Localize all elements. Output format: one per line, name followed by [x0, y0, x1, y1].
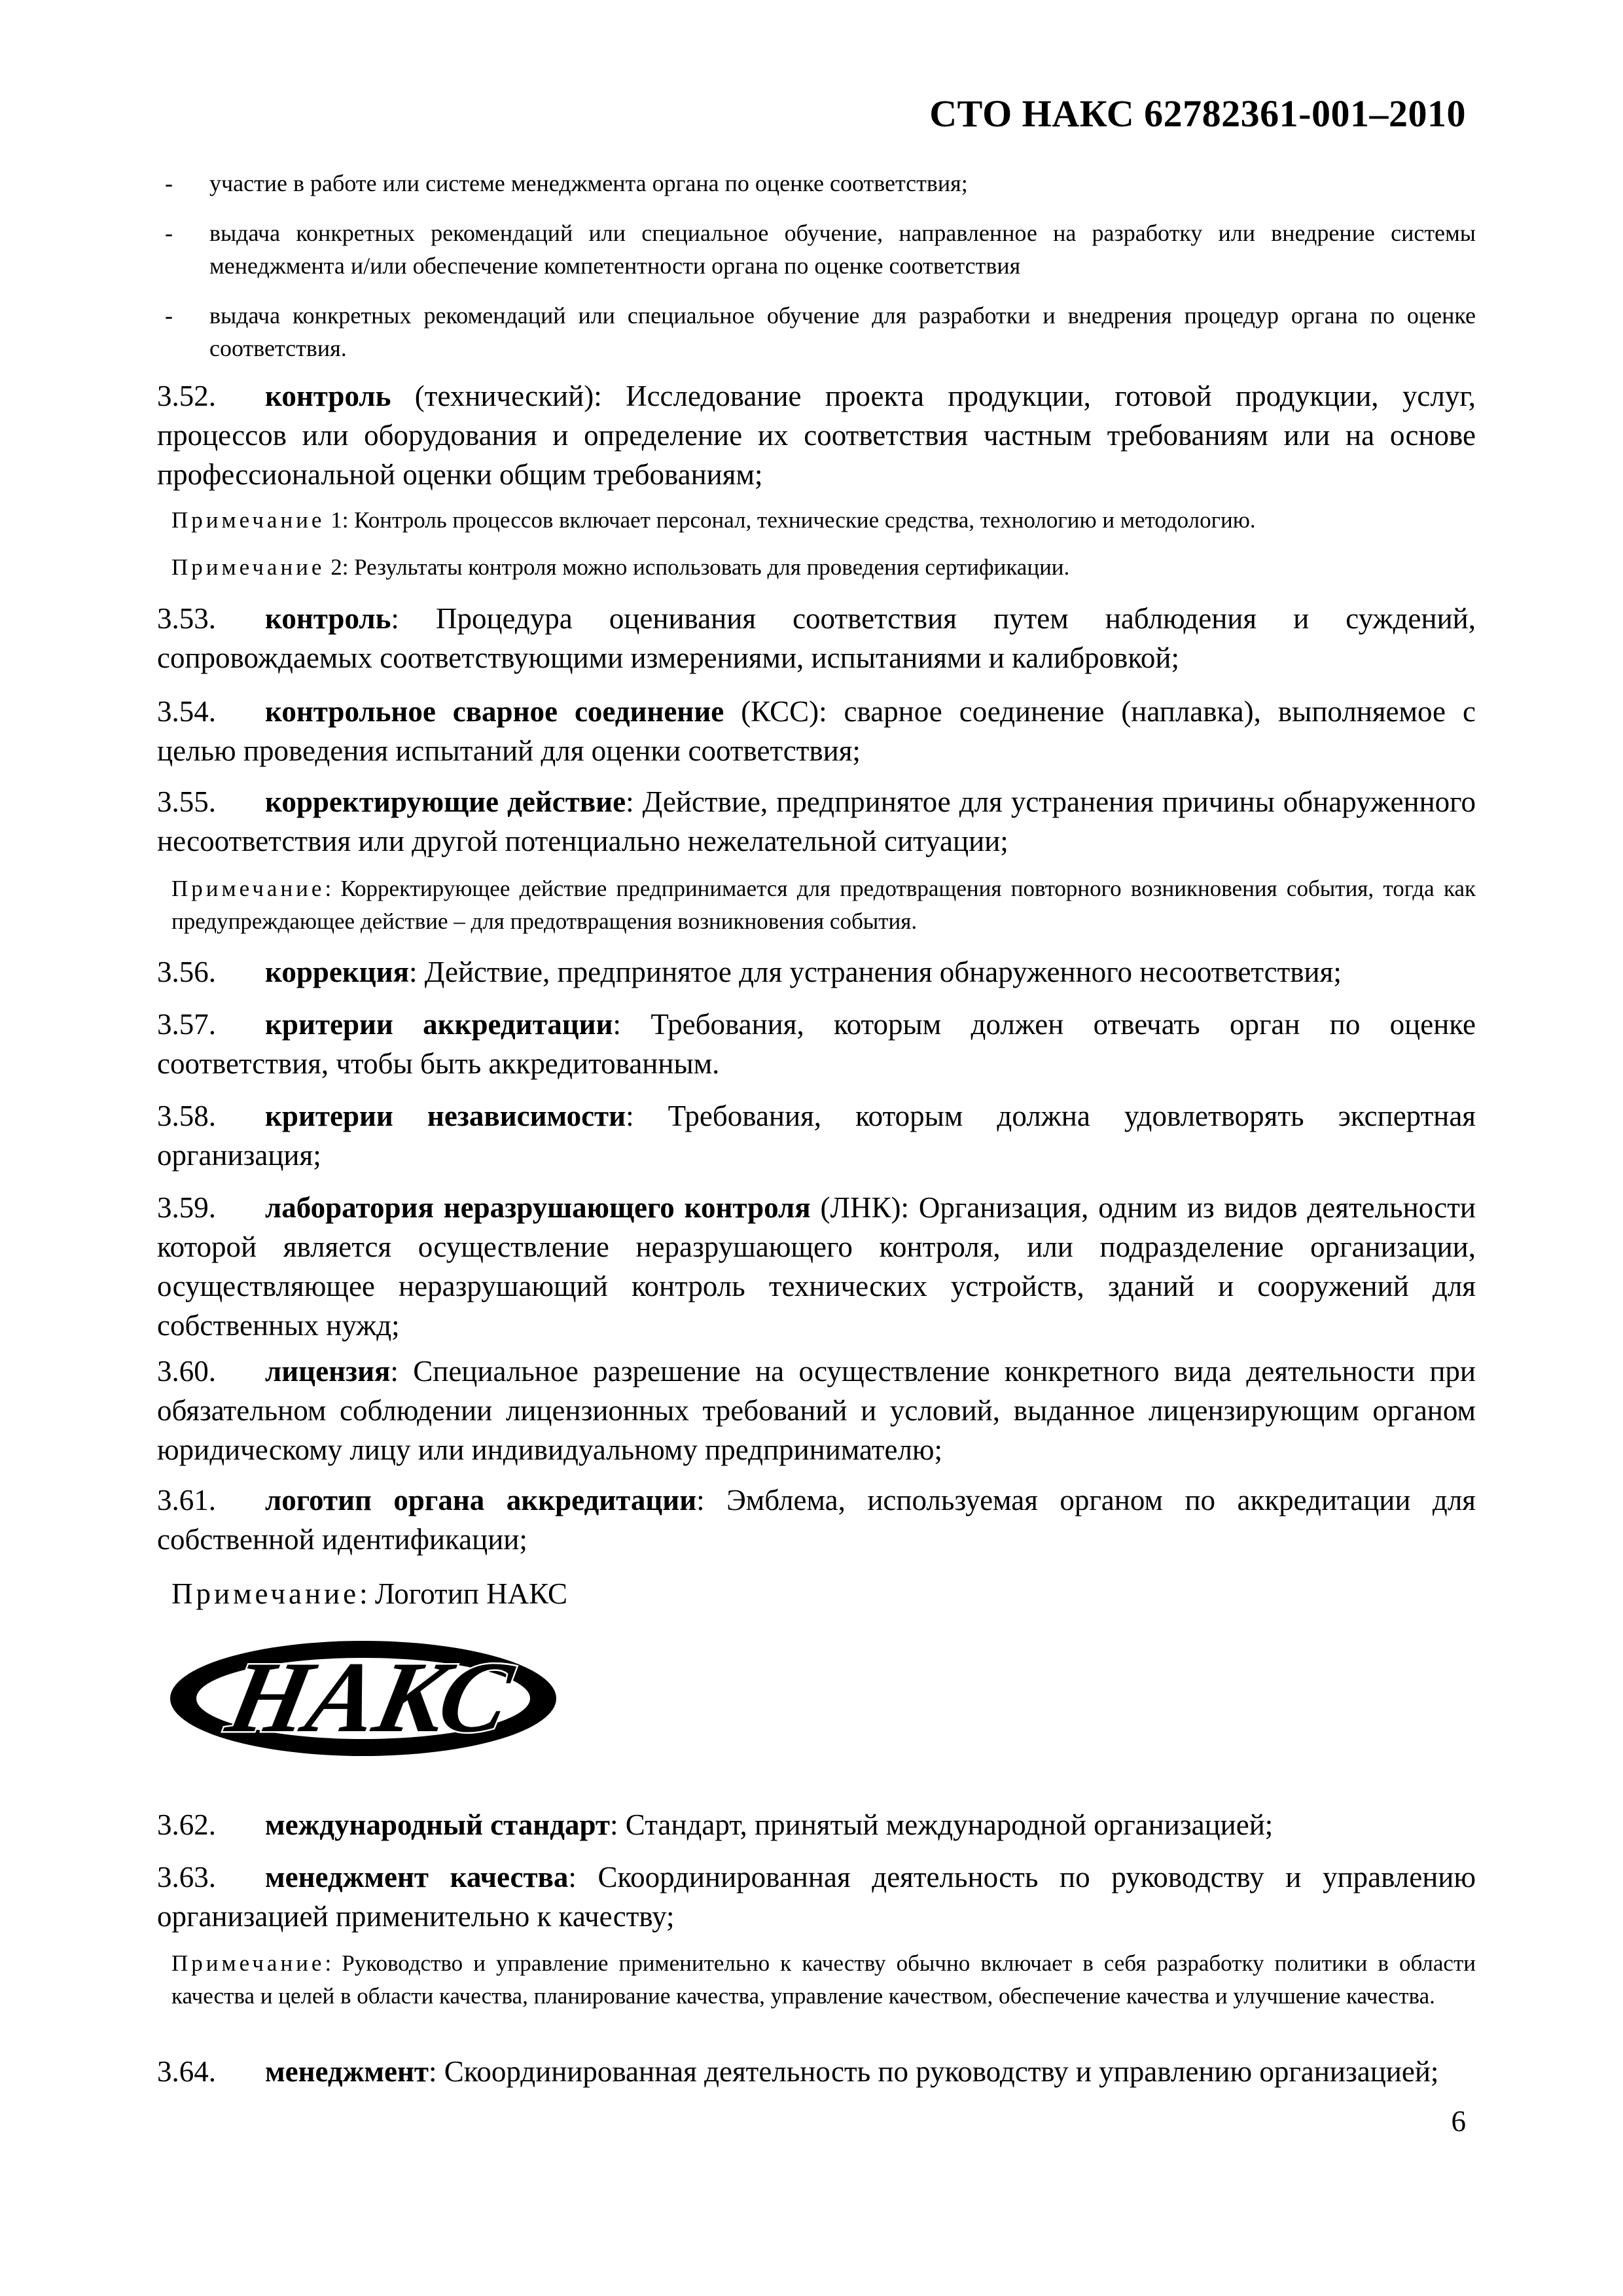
term-definition: : Процедура оценивания соответствия путем наблюдения и суждений, сопровождаемых соответствующими измерениями, испытаниями и калибровкой; [157, 602, 1476, 674]
note-3-52-2 [157, 551, 1476, 584]
term-number: 3.53. [157, 602, 216, 635]
term-definition: : Действие, предпринятое для устранения обнаруженного несоответствия; [409, 956, 1342, 988]
term-number: 3.64. [157, 2055, 216, 2088]
term-title: критерии аккредитации [265, 1008, 613, 1041]
term-3-60 [157, 1352, 1476, 1469]
term-title: контроль [265, 602, 391, 635]
term-number: 3.52. [157, 380, 216, 412]
note-label: Примечание [171, 876, 325, 901]
term-definition: : Требования, которым должна удовлетворять экспертная организация; [157, 1100, 1476, 1172]
bullet-text: участие в работе или системе менеджмента органа по оценке соответствия; [209, 170, 968, 196]
note-label: Примечание [171, 554, 325, 580]
note-label: Примечание [171, 507, 325, 533]
note-text: : Корректирующее действие предпринимается для предотвращения повторного возникновения события, тогда как предупреждающее действие – для предотвращения возникновения события. [171, 876, 1476, 934]
term-title: лаборатория неразрушающего контроля [265, 1191, 811, 1224]
term-number: 3.58. [157, 1100, 216, 1132]
term-3-55 [157, 782, 1476, 861]
term-3-53 [157, 599, 1476, 677]
list-item [157, 167, 1476, 200]
term-definition: : Действие, предпринятое для устранения причины обнаруженного несоответствия или другой потенциально нежелательной ситуации; [157, 785, 1476, 857]
term-title: лицензия [265, 1355, 391, 1388]
term-number: 3.55. [157, 785, 216, 818]
term-3-56 [157, 952, 1476, 992]
svg-text:НАКС: НАКС [219, 1640, 522, 1753]
term-number: 3.63. [157, 1861, 216, 1893]
note-3-52-1 [157, 504, 1476, 537]
term-definition: : Требования, которым должен отвечать орган по оценке соответствия, чтобы быть аккредитованным. [157, 1008, 1476, 1080]
term-3-58 [157, 1096, 1476, 1175]
note-text: 1: Контроль процессов включает персонал, технические средства, технологию и методологию. [325, 507, 1256, 533]
term-3-52 [157, 376, 1476, 494]
term-number: 3.59. [157, 1191, 216, 1224]
term-number: 3.62. [157, 1808, 216, 1841]
term-definition: (технический): Исследование проекта продукции, готовой продукции, услуг, процессов или оборудования и определение их соответствия частным требованиям или на основе профессиональной оценки общим требованиям; [157, 380, 1476, 491]
term-3-62 [157, 1805, 1476, 1844]
term-number: 3.60. [157, 1355, 216, 1388]
term-3-54 [157, 692, 1476, 770]
term-definition: : Скоординированная деятельность по руководству и управлению организацией; [428, 2055, 1439, 2088]
naks-logo-emblem [167, 1636, 560, 1761]
note-label: Примечание [171, 1950, 325, 1976]
note-text: : Руководство и управление применительно к качеству обычно включает в себя разработку политики в области качества и целей в области качества, планирование качества, управление качеством, обеспечение качества и улучшение качества. [171, 1950, 1476, 2009]
list-item [157, 299, 1476, 365]
term-definition: : Скоординированная деятельность по руководству и управлению организацией применительно к качеству; [157, 1861, 1476, 1933]
term-title: международный стандарт [265, 1808, 611, 1841]
note-3-61 [157, 1574, 1476, 1613]
term-definition: (ЛНК): Организация, одним из видов деятельности которой является осуществление неразрушающего контроля, или подразделение организации, осуществляющее неразрушающий контроль технических устройств, зданий и сооружений для собственных нужд; [157, 1191, 1476, 1342]
term-title: коррекция [265, 956, 409, 988]
term-definition: : Эмблема, используемая органом по аккредитации для собственной идентификации; [157, 1484, 1476, 1556]
page-number: 6 [1451, 2105, 1466, 2138]
term-title: менеджмент [265, 2055, 429, 2088]
term-number: 3.57. [157, 1008, 216, 1041]
term-number: 3.61. [157, 1484, 216, 1516]
bullet-list [157, 167, 1476, 382]
term-3-63 [157, 1857, 1476, 1936]
term-title: контрольное сварное соединение [265, 695, 724, 728]
term-3-64 [157, 2052, 1476, 2091]
term-title: контроль [265, 380, 391, 412]
term-3-59 [157, 1188, 1476, 1345]
term-definition: : Стандарт, принятый международной организацией; [610, 1808, 1274, 1841]
note-text: 2: Результаты контроля можно использовать для проведения сертификации. [325, 554, 1070, 580]
bullet-text: выдача конкретных рекомендаций или специальное обучение для разработки и внедрения процедур органа по оценке соответствия. [209, 302, 1476, 361]
note-text: : Логотип НАКС [359, 1577, 568, 1610]
note-3-63 [157, 1947, 1476, 2013]
naks-logo [167, 1636, 560, 1761]
bullet-dash: - [165, 302, 173, 329]
bullet-text: выдача конкретных рекомендаций или специальное обучение, направленное на разработку или внедрение системы менеджмента и/или обеспечение компетентности органа по оценке соответствия [209, 220, 1476, 279]
term-title: логотип органа аккредитации [265, 1484, 697, 1516]
term-3-61 [157, 1480, 1476, 1559]
document-code-header: СТО НАКС 62782361-001–2010 [929, 92, 1466, 135]
list-item [157, 217, 1476, 282]
term-definition: : Специальное разрешение на осуществление конкретного вида деятельности при обязательном соблюдении лицензионных требований и условий, выданное лицензирующим органом юридическому лицу или индивидуальному предпринимателю; [157, 1355, 1476, 1466]
term-number: 3.54. [157, 695, 216, 728]
term-definition: (КСС): сварное соединение (наплавка), выполняемое с целью проведения испытаний для оценки соответствия; [157, 695, 1476, 767]
note-label: Примечание [171, 1577, 360, 1610]
term-number: 3.56. [157, 956, 216, 988]
term-title: критерии независимости [265, 1100, 626, 1132]
bullet-dash: - [165, 170, 173, 196]
note-3-55 [157, 872, 1476, 938]
term-title: менеджмент качества [265, 1861, 569, 1893]
term-title: корректирующие действие [265, 785, 626, 818]
term-3-57 [157, 1005, 1476, 1083]
bullet-dash: - [165, 220, 173, 246]
